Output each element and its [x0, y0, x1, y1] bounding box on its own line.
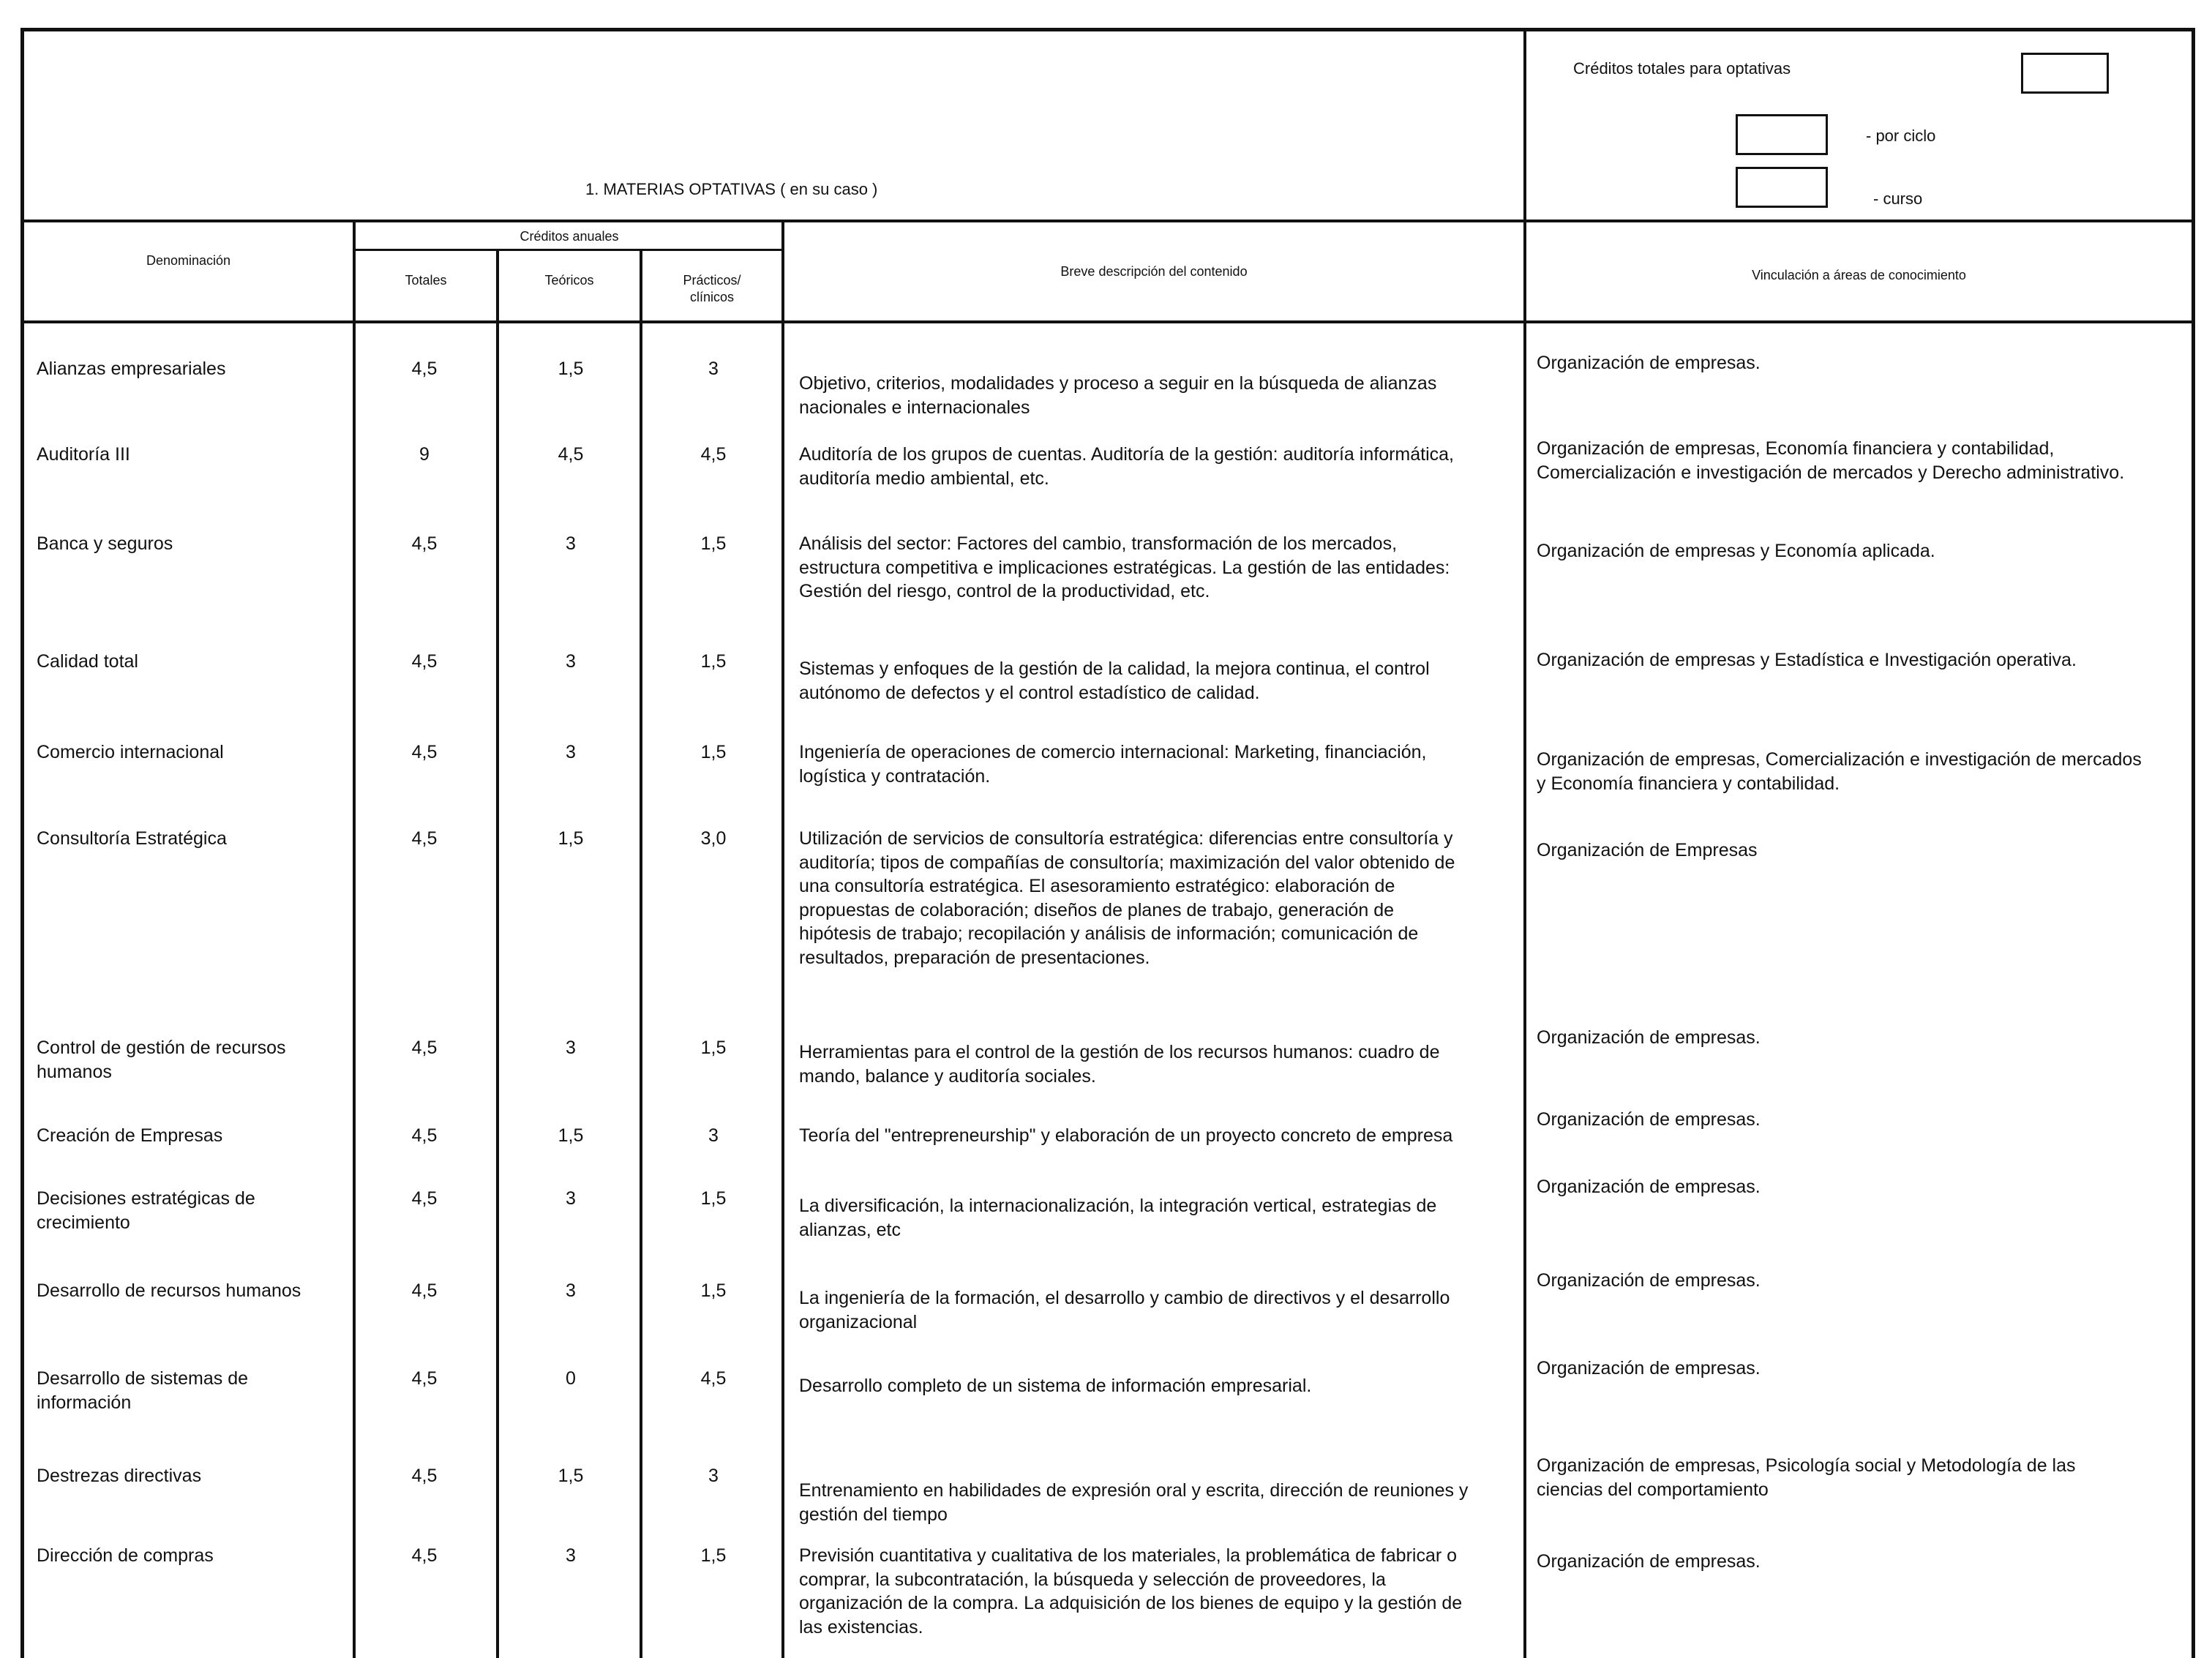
- col-line-3: [640, 249, 642, 1658]
- row-descripcion: Teoría del "entrepreneurship" y elaboración de un proyecto concreto de empresa: [799, 1125, 1453, 1146]
- right-border: [2192, 28, 2195, 1658]
- row-vinculacion: Organización de empresas, Comercialización e investigación de mercados y Economía financiera y contabilidad.: [1537, 749, 2142, 794]
- row-totales: 4,5: [411, 1368, 438, 1389]
- row-denominacion: Creación de Empresas: [37, 1125, 223, 1146]
- row-totales: 4,5: [411, 1188, 438, 1209]
- row-teoricos: 3: [566, 1188, 576, 1209]
- row-vinculacion: Organización de empresas.: [1537, 1551, 1761, 1572]
- top-border: [20, 28, 2195, 31]
- course-label: - curso: [1873, 190, 1923, 208]
- left-border: [20, 28, 24, 1658]
- row-denominacion: Alianzas empresariales: [37, 359, 226, 379]
- row-teoricos: 3: [566, 533, 576, 554]
- col-creditos-anuales: Créditos anuales: [520, 229, 619, 244]
- col-line-1: [353, 220, 356, 1658]
- row-practicos: 3: [708, 1466, 719, 1486]
- row-vinculacion: Organización de empresas y Economía aplicada.: [1537, 541, 1935, 561]
- row-totales: 4,5: [411, 742, 438, 762]
- row-descripcion: Auditoría de los grupos de cuentas. Auditoría de la gestión: auditoría informática, auditoría medio ambiental, etc.: [799, 444, 1454, 489]
- col-vinculacion: Vinculación a áreas de conocimiento: [1752, 268, 1966, 282]
- header-bottom-line: [20, 220, 2195, 222]
- credits-total-box: [2021, 53, 2109, 94]
- row-descripcion: Ingeniería de operaciones de comercio internacional: Marketing, financiación, logística y contratación.: [799, 742, 1427, 787]
- row-totales: 4,5: [411, 1545, 438, 1566]
- col-line-2: [496, 249, 499, 1658]
- row-descripcion: Entrenamiento en habilidades de expresión oral y escrita, dirección de reuniones y gestión del tiempo: [799, 1480, 1469, 1525]
- col-totales: Totales: [405, 273, 447, 288]
- col-teoricos: Teóricos: [544, 273, 594, 288]
- section-title: 1. MATERIAS OPTATIVAS ( en su caso ): [585, 180, 878, 198]
- credits-total-label: Créditos totales para optativas: [1573, 59, 1791, 78]
- row-denominacion: Comercio internacional: [37, 742, 224, 762]
- row-teoricos: 3: [566, 1038, 576, 1058]
- row-vinculacion: Organización de empresas y Estadística e Investigación operativa.: [1537, 650, 2077, 670]
- row-teoricos: 1,5: [558, 1125, 584, 1146]
- row-totales: 4,5: [411, 1038, 438, 1058]
- row-practicos: 1,5: [700, 533, 727, 554]
- row-totales: 4,5: [411, 828, 438, 849]
- row-teoricos: 4,5: [558, 444, 584, 465]
- row-denominacion: Control de gestión de recursos humanos: [37, 1038, 286, 1082]
- row-practicos: 4,5: [700, 444, 727, 465]
- row-teoricos: 0: [566, 1368, 576, 1389]
- row-descripcion: La ingeniería de la formación, el desarrollo y cambio de directivos y el desarrollo organizacional: [799, 1288, 1450, 1332]
- row-denominacion: Decisiones estratégicas de crecimiento: [37, 1188, 255, 1233]
- row-totales: 4,5: [411, 1466, 438, 1486]
- row-vinculacion: Organización de Empresas: [1537, 840, 1758, 860]
- row-vinculacion: Organización de empresas.: [1537, 1270, 1761, 1291]
- row-descripcion: Desarrollo completo de un sistema de información empresarial.: [799, 1376, 1312, 1396]
- row-practicos: 1,5: [700, 742, 727, 762]
- col-descripcion: Breve descripción del contenido: [1060, 264, 1248, 279]
- row-denominacion: Auditoría III: [37, 444, 130, 465]
- row-descripcion: Objetivo, criterios, modalidades y proceso a seguir en la búsqueda de alianzas nacionales e internacionales: [799, 373, 1437, 418]
- row-denominacion: Calidad total: [37, 651, 138, 672]
- row-vinculacion: Organización de empresas.: [1537, 1358, 1761, 1378]
- row-descripcion: La diversificación, la internacionalización, la integración vertical, estrategias de alianzas, etc: [799, 1196, 1437, 1240]
- row-vinculacion: Organización de empresas, Psicología social y Metodología de las ciencias del comportamiento: [1537, 1455, 2076, 1500]
- row-practicos: 1,5: [700, 651, 727, 672]
- row-practicos: 1,5: [700, 1188, 727, 1209]
- per-cycle-label: - por ciclo: [1866, 127, 1936, 145]
- row-practicos: 3: [708, 1125, 719, 1146]
- row-vinculacion: Organización de empresas.: [1537, 1109, 1761, 1130]
- per-cycle-box: [1736, 114, 1828, 155]
- row-denominacion: Dirección de compras: [37, 1545, 214, 1566]
- row-practicos: 3,0: [700, 828, 727, 849]
- row-vinculacion: Organización de empresas, Economía financiera y contabilidad, Comercialización e investigación de mercados y Derecho administrativo.: [1537, 438, 2125, 483]
- row-practicos: 1,5: [700, 1280, 727, 1301]
- row-descripcion: Herramientas para el control de la gestión de los recursos humanos: cuadro de mando, balance y auditoría sociales.: [799, 1042, 1440, 1087]
- row-descripcion: Utilización de servicios de consultoría estratégica: diferencias entre consultoría y auditoría; tipos de compañías de consultoría; maximización del valor obtenido de una consultoría estratégica. El asesoramiento estratégico: elaboración de propuestas de colaboración; diseños de planes de trabajo, generación de hipótesis de trabajo; recopilación y análisis de información; comunicación de resultados, preparación de presentaciones.: [799, 828, 1455, 968]
- row-teoricos: 1,5: [558, 1466, 584, 1486]
- row-denominacion: Consultoría Estratégica: [37, 828, 227, 849]
- col-practicos: Prácticos/ clínicos: [683, 273, 741, 305]
- col-line-4: [781, 220, 784, 1658]
- row-totales: 4,5: [411, 533, 438, 554]
- row-teoricos: 3: [566, 742, 576, 762]
- credits-sub-line: [353, 249, 783, 251]
- row-denominacion: Banca y seguros: [37, 533, 173, 554]
- row-totales: 4,5: [411, 1125, 438, 1146]
- row-vinculacion: Organización de empresas.: [1537, 353, 1761, 373]
- row-vinculacion: Organización de empresas.: [1537, 1177, 1761, 1197]
- row-denominacion: Desarrollo de sistemas de información: [37, 1368, 249, 1413]
- colhead-bottom-line: [20, 320, 2195, 323]
- row-practicos: 3: [708, 359, 719, 379]
- row-teoricos: 3: [566, 1280, 576, 1301]
- row-denominacion: Desarrollo de recursos humanos: [37, 1280, 301, 1301]
- row-vinculacion: Organización de empresas.: [1537, 1027, 1761, 1048]
- course-box: [1736, 167, 1828, 208]
- row-totales: 4,5: [411, 651, 438, 672]
- row-totales: 4,5: [411, 1280, 438, 1301]
- col-denominacion: Denominación: [146, 253, 231, 268]
- row-descripcion: Sistemas y enfoques de la gestión de la calidad, la mejora continua, el control autónomo de defectos y el control estadístico de calidad.: [799, 659, 1430, 703]
- row-teoricos: 3: [566, 1545, 576, 1566]
- row-practicos: 4,5: [700, 1368, 727, 1389]
- row-teoricos: 1,5: [558, 359, 584, 379]
- row-totales: 4,5: [411, 359, 438, 379]
- row-practicos: 1,5: [700, 1038, 727, 1058]
- row-practicos: 1,5: [700, 1545, 727, 1566]
- row-teoricos: 3: [566, 651, 576, 672]
- row-teoricos: 1,5: [558, 828, 584, 849]
- row-descripcion: Análisis del sector: Factores del cambio, transformación de los mercados, estructura competitiva e implicaciones estratégicas. La gestión de las entidades: Gestión del riesgo, control de la productividad, etc.: [799, 533, 1450, 601]
- row-totales: 9: [419, 444, 430, 465]
- row-descripcion: Previsión cuantitativa y cualitativa de los materiales, la problemática de fabricar o comprar, la subcontratación, la búsqueda y selección de proveedores, la organización de la compra. La adquisición de los bienes de equipo y la gestión de las existencias.: [799, 1545, 1463, 1638]
- row-denominacion: Destrezas directivas: [37, 1466, 202, 1486]
